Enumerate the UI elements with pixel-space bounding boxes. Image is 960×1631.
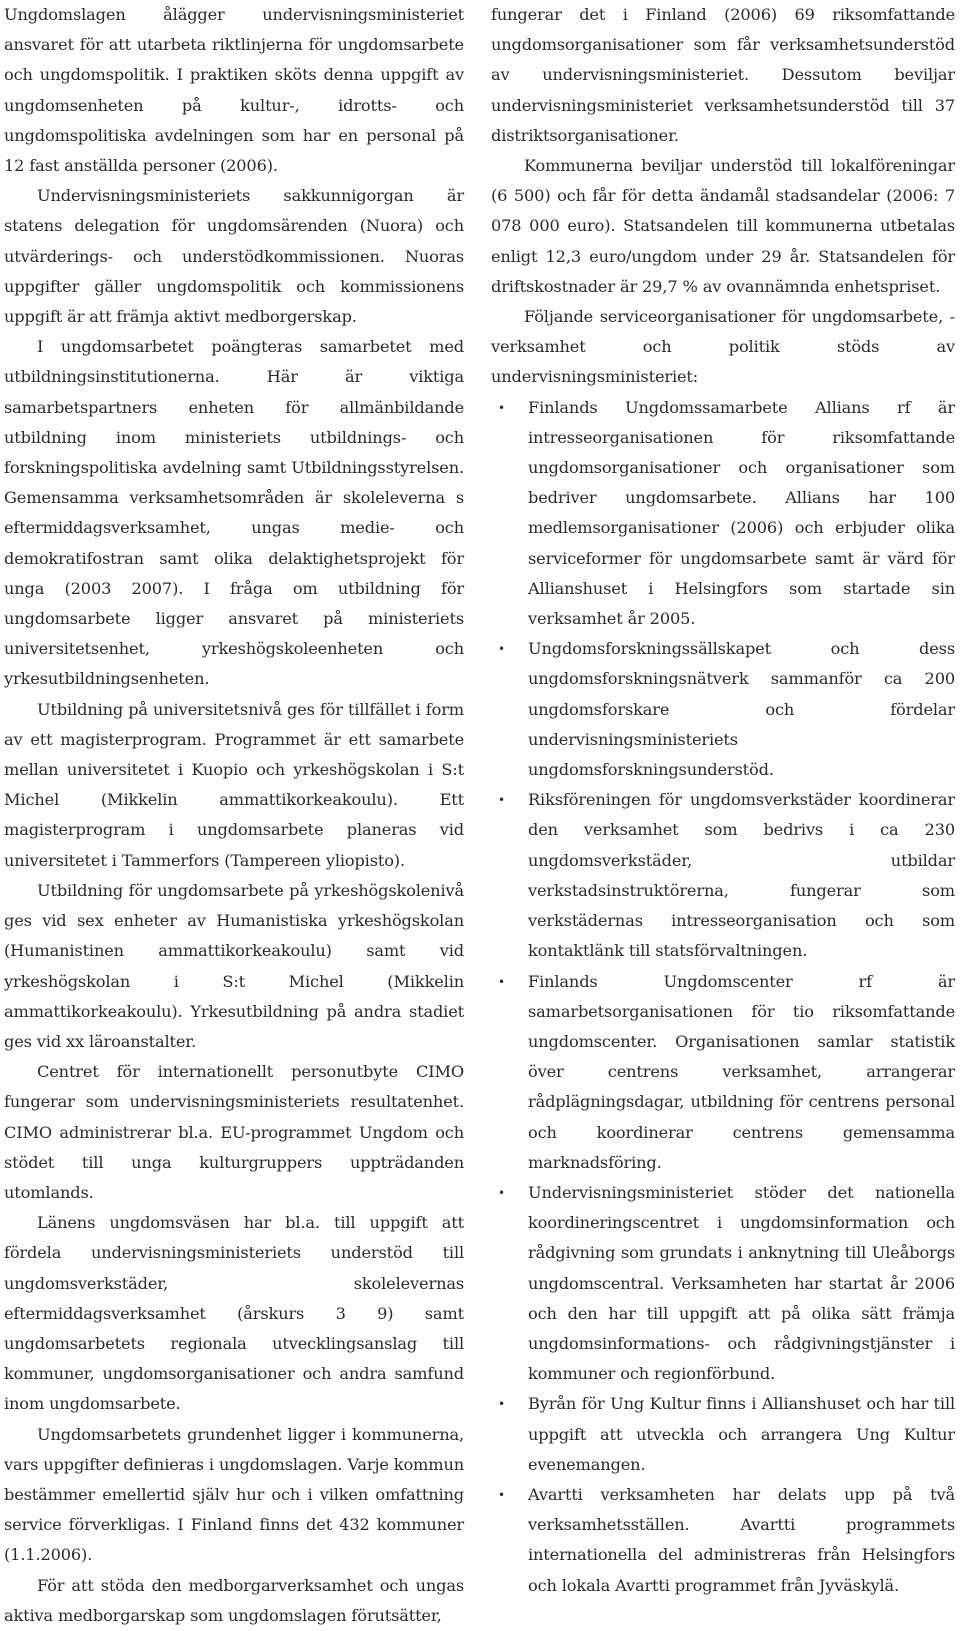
paragraph: Centret för internationellt personutbyte CIMO fungerar som undervisningsministeriets resultatenhet. CIMO administrerar bl.a. EU-programmet Ungdom och stödet till unga kulturgruppers uppträdanden utomlands. <box>4 1062 464 1202</box>
list-item <box>491 1178 955 1389</box>
list-item <box>491 634 955 785</box>
paragraph: Ungdomsarbetets grundenhet ligger i kommunerna, vars uppgifter definieras i ungdomslagen. Varje kommun bestämmer emellertid själv hur och i vilken omfattning service förverkligas. I Finland finns det 432 kommuner (1.1.2006). <box>4 1424 464 1565</box>
list-item <box>491 1389 955 1480</box>
paragraph: Kommunerna beviljar understöd till lokalföreningar (6 500) och får för detta ändamål stadsandelar (2006: 7 078 000 euro). Statsandelen till kommunerna utbetalas enligt 12,3 euro/ungdom under 29 år. Statsandelen för driftskostnader är 29,7 % av ovannämnda enhetspriset. <box>491 156 955 296</box>
list-item-text: Riksföreningen för ungdomsverkstäder koordinerar den verksamhet som bedrivs i ca 230 ungdomsverkstäder, utbildar verkstadsinstruktörerna, fungerar som verkstädernas intresseorganisation och som kontaktlänk till statsförvaltningen. <box>528 790 955 961</box>
paragraph: Undervisningsministeriets sakkunnigorgan är statens delegation för ungdomsärenden (Nuora) och utvärderings- och understödkommissionen. Nuoras uppgifter gäller ungdomspolitik och kommissionens uppgift är att främja aktivt medborgerskap. <box>4 186 464 327</box>
bullet-icon: • <box>498 400 505 415</box>
bullet-icon: • <box>498 642 505 657</box>
list-item <box>491 1480 955 1601</box>
paragraph: I ungdomsarbetet poängteras samarbetet med utbildningsinstitutionerna. Här är viktiga samarbetspartners enheten för allmänbildande utbildning inom ministeriets utbildnings- och forskningspolitiska avdelning samt Utbildningsstyrelsen. Gemensamma verksamhetsområden är skoleleverna s eftermiddagsverksamhet, ungas medie- och demokratifostran samt olika delaktighetsprojekt för unga (2003 2007). I fråga om utbildning för ungdomsarbete ligger ansvaret på ministeriets universitetsenhet, yrkeshögskoleenheten och yrkesutbildningsenheten. <box>4 337 464 689</box>
paragraph: Ungdomslagen ålägger undervisningsministeriet ansvaret för att utarbeta riktlinjerna för ungdomsarbete och ungdomspolitik. I praktiken sköts denna uppgift av ungdomsenheten på kultur-, idrotts- och ungdomspolitiska avdelningen som har en personal på 12 fast anställda personer (2006). <box>4 5 464 176</box>
list-item <box>491 785 955 966</box>
bullet-icon: • <box>498 1487 505 1502</box>
bullet-icon: • <box>498 793 505 808</box>
paragraph: Utbildning på universitetsnivå ges för tillfället i form av ett magisterprogram. Programmet är ett samarbete mellan universitetet i Kuopio och yrkeshögskolan i S:t Michel (Mikkelin ammattikorkeakoulu). Ett magisterprogram i ungdomsarbete planeras vid universitetet i Tammerfors (Tampereen yliopisto). <box>4 699 464 870</box>
list-item-text: Ungdomsforskningssällskapet och dess ungdomsforskningsnätverk sammanför ca 200 ungdomsforskare och fördelar undervisningsministeriets ungdomsforskningsunderstöd. <box>528 639 955 780</box>
list-item-text: Finlands Ungdomssamarbete Allians rf är intresseorganisationen för riksomfattande ungdomsorganisationer och organisationer som bedriver ungdomsarbete. Allians har 100 medlemsorganisationer (2006) och erbjuder olika serviceformer för ungdomsarbete samt är värd för Allianshuset i Helsingfors som startade sin verksamhet år 2005. <box>528 397 955 629</box>
paragraph: fungerar det i Finland (2006) 69 riksomfattande ungdomsorganisationer som får verksamhetsunderstöd av undervisningsministeriet. Dessutom beviljar undervisningsministeriet verksamhetsunderstöd till 37 distriktsorganisationer. <box>491 5 955 145</box>
bullet-icon: • <box>498 1185 505 1200</box>
paragraph: För att stöda den medborgarverksamhet och ungas aktiva medborgarskap som ungdomslagen förutsätter, <box>4 1575 464 1625</box>
paragraph: Länens ungdomsväsen har bl.a. till uppgift att fördela undervisningsministeriets understöd till ungdomsverkstäder, skolelevernas eftermiddagsverksamhet (årskurs 3 9) samt ungdomsarbetets regionala utvecklingsanslag till kommuner, ungdomsorganisationer och andra samfund inom ungdomsarbete. <box>4 1213 464 1414</box>
bullet-icon: • <box>498 1397 505 1412</box>
right-column <box>491 0 955 1601</box>
paragraph: Följande serviceorganisationer för ungdomsarbete, -verksamhet och politik stöds av undervisningsministeriet: <box>491 307 955 387</box>
organisation-list <box>491 393 955 1601</box>
paragraph: Utbildning för ungdomsarbete på yrkeshögskolenivå ges vid sex enheter av Humanistiska yrkeshögskolan (Humanistinen ammattikorkeakoulu) samt vid yrkeshögskolan i S:t Michel (Mikkelin ammattikorkeakoulu). Yrkesutbildning på andra stadiet ges vid xx läroanstalter. <box>4 880 464 1051</box>
list-item <box>491 393 955 635</box>
list-item-text: Finlands Ungdomscenter rf är samarbetsorganisationen för tio riksomfattande ungdomscenter. Organisationen samlar statistik över centrens verksamhet, arrangerar rådplägningsdagar, utbildning för centrens personal och koordinerar centrens gemensamma marknadsföring. <box>528 971 955 1172</box>
left-column <box>4 0 464 1631</box>
list-item <box>491 967 955 1178</box>
list-item-text: Avartti verksamheten har delats upp på två verksamhetsställen. Avartti programmets internationella del administreras från Helsingfors och lokala Avartti programmet från Jyväskylä. <box>528 1484 955 1595</box>
list-item-text: Undervisningsministeriet stöder det nationella koordineringscentret i ungdomsinformation och rådgivning som grundats i anknytning till Uleåborgs ungdomscentral. Verksamheten har startat år 2006 och den har till uppgift att på olika sätt främja ungdomsinformations- och rådgivningstjänster i kommuner och regionförbund. <box>528 1182 955 1384</box>
bullet-icon: • <box>498 974 505 989</box>
list-item-text: Byrån för Ung Kultur finns i Allianshuset och har till uppgift att utveckla och arrangera Ung Kultur evenemangen. <box>528 1394 955 1474</box>
